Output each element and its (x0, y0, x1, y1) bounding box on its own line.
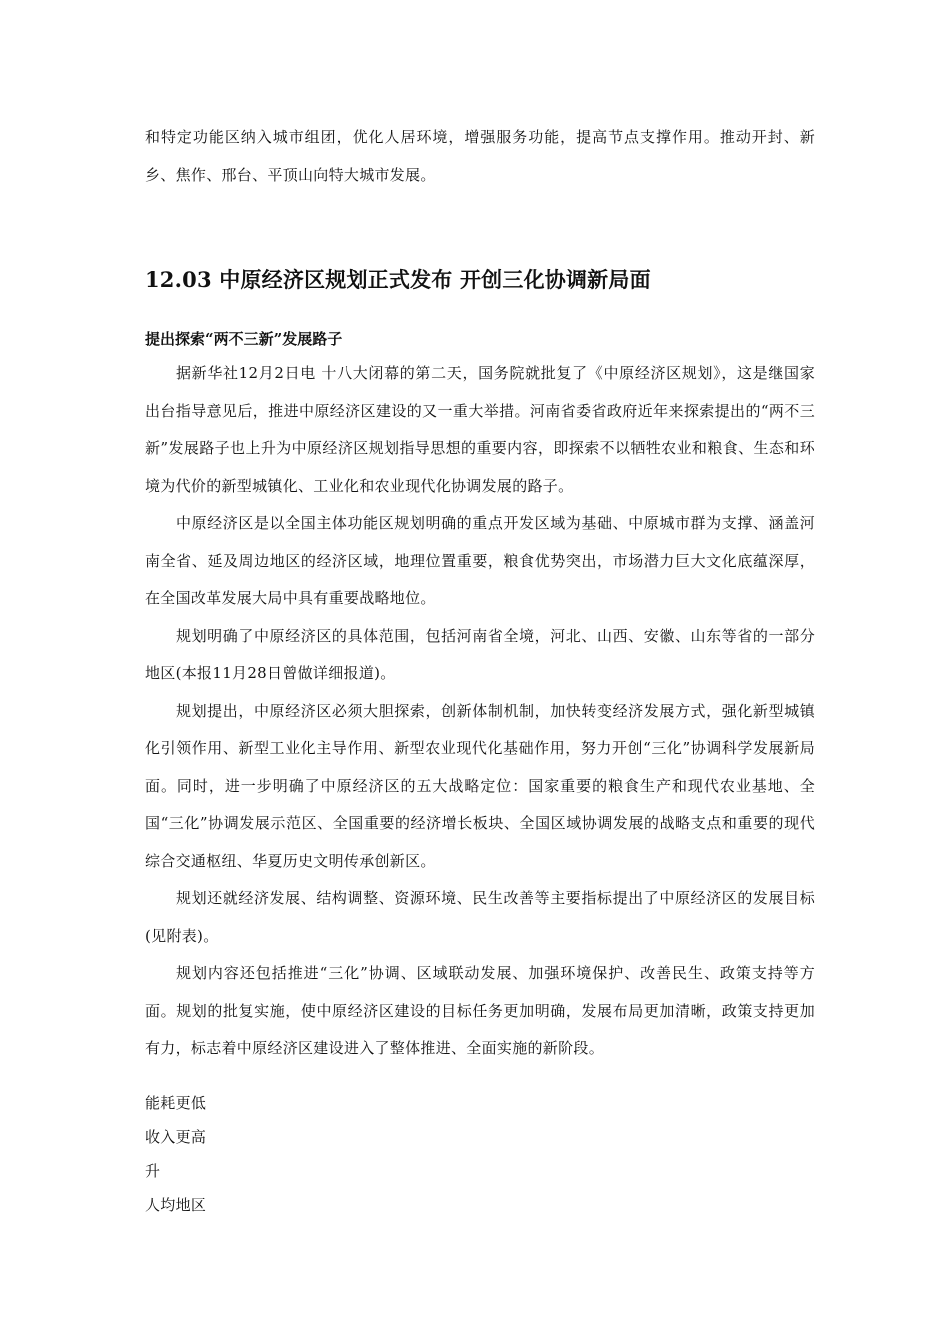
trailing-lines (145, 1086, 206, 1222)
article-subtitle: 提出探索“两不三新”发展路子 (145, 330, 343, 348)
body-paragraph: 规划还就经济发展、结构调整、资源环境、民生改善等主要指标提出了中原经济区的发展目标(见附表)。 (145, 889, 815, 945)
body-paragraph: 规划提出，中原经济区必须大胆探索，创新体制机制，加快转变经济发展方式，强化新型城镇化引领作用、新型工业化主导作用、新型农业现代化基础作用，努力开创“三化”协调科学发展新局面。同时，进一步明确了中原经济区的五大战略定位：国家重要的粮食生产和现代农业基地、全国“三化”协调发展示范区、全国重要的经济增长板块、全国区域协调发展的战略支点和重要的现代综合交通枢纽、华夏历史文明传承创新区。 (145, 701, 815, 870)
article-title: 12.03 中原经济区规划正式发布 开创三化协调新局面 (145, 267, 651, 292)
trailing-line: 收入更高 (145, 1128, 207, 1146)
trailing-line: 升 (145, 1162, 161, 1180)
body-paragraph: 规划内容还包括推进“三化”协调、区域联动发展、加强环境保护、改善民生、政策支持等方面。规划的批复实施，使中原经济区建设的目标任务更加明确，发展布局更加清晰，政策支持更加有力，标志着中原经济区建设进入了整体推进、全面实施的新阶段。 (145, 964, 815, 1057)
trailing-line: 人均地区 (145, 1196, 207, 1214)
body-paragraph: 据新华社12月2日电 十八大闭幕的第二天，国务院就批复了《中原经济区规划》，这是继国家出台指导意见后，推进中原经济区建设的又一重大举措。河南省委省政府近年来探索提出的“两不三新”发展路子也上升为中原经济区规划指导思想的重要内容，即探索不以牺牲农业和粮食、生态和环境为代价的新型城镇化、工业化和农业现代化协调发展的路子。 (145, 364, 815, 495)
article-body (145, 355, 815, 1068)
trailing-line: 能耗更低 (145, 1094, 207, 1112)
intro-paragraph: 和特定功能区纳入城市组团，优化人居环境，增强服务功能，提高节点支撑作用。推动开封、新乡、焦作、邢台、平顶山向特大城市发展。 (145, 128, 815, 184)
body-paragraph: 中原经济区是以全国主体功能区规划明确的重点开发区域为基础、中原城市群为支撑、涵盖河南全省、延及周边地区的经济区域，地理位置重要，粮食优势突出，市场潜力巨大文化底蕴深厚，在全国改革发展大局中具有重要战略地位。 (145, 514, 815, 607)
body-paragraph: 规划明确了中原经济区的具体范围，包括河南省全境，河北、山西、安徽、山东等省的一部分地区(本报11月28日曾做详细报道)。 (145, 626, 815, 682)
